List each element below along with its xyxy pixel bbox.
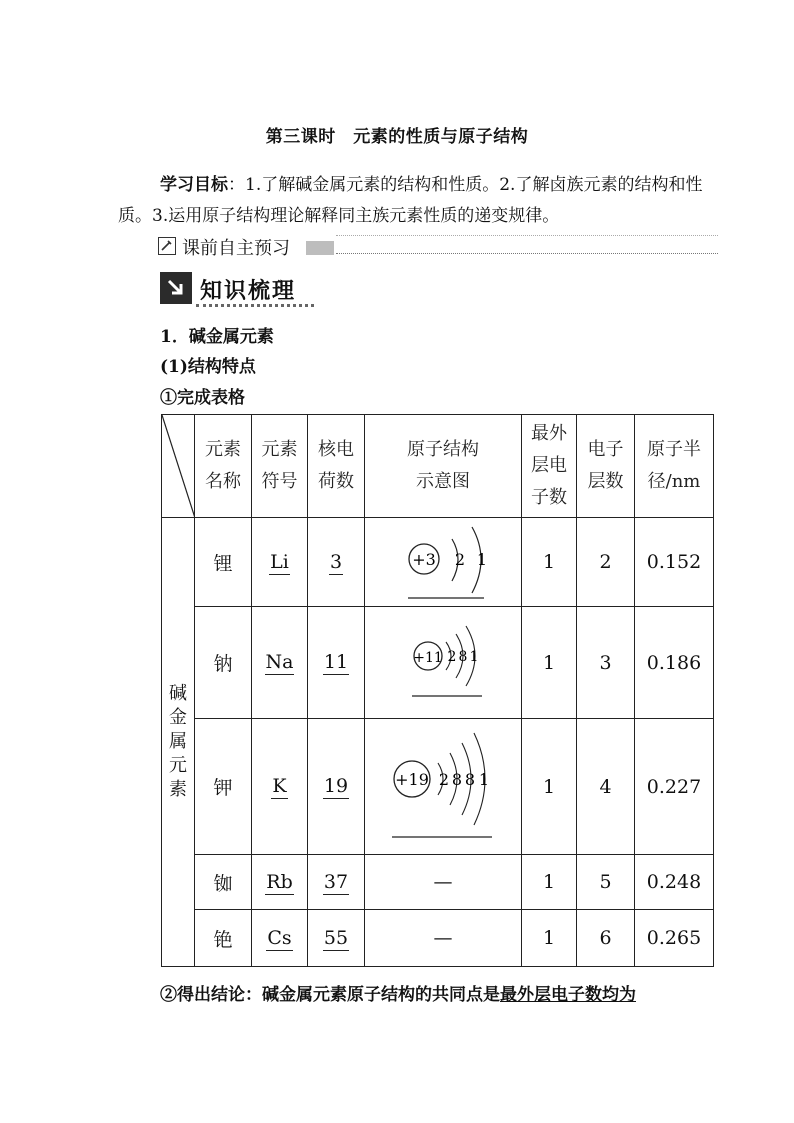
atomic-structure-diagram [368,610,518,710]
arrow-icon [160,272,192,304]
header-radius: 原子半 径/nm [635,415,714,518]
svg-text:+19: +19 [395,770,429,789]
element-symbol: K [252,719,308,855]
header-charge: 核电 荷数 [308,415,365,518]
header-symbol: 元素 符号 [252,415,308,518]
electron-shells: 3 [577,607,635,719]
preview-banner [158,233,718,261]
svg-text:2: 2 [438,770,450,789]
element-name: 铯 [195,910,252,967]
atomic-radius: 0.152 [635,518,714,607]
svg-text:1: 1 [469,649,479,665]
atomic-radius: 0.227 [635,719,714,855]
svg-text:8: 8 [458,649,468,665]
element-name: 钾 [195,719,252,855]
svg-text:8: 8 [464,770,476,789]
conclusion-answer: 最外层电子数均为 [500,985,636,1005]
banner-top-line [336,235,718,236]
svg-text:+3: +3 [412,549,436,569]
header-diagram: 原子结构 示意图 [365,415,522,518]
learning-objective [118,170,718,232]
knowledge-header-text: 知识梳理 [200,279,297,304]
alkali-metal-table [161,414,714,967]
electron-shells: 6 [577,910,635,967]
svg-text:1: 1 [476,549,488,569]
banner-decoration [306,241,334,255]
nuclear-charge: 3 [308,518,365,607]
table-row [162,910,714,967]
objective-label: 学习目标 [160,175,228,195]
diagonal-line [162,415,195,518]
knowledge-header [160,272,320,306]
atom-diagram: — [365,910,522,967]
electron-shells: 5 [577,855,635,910]
element-name: 锂 [195,518,252,607]
atom-diagram [365,607,522,719]
outer-electrons: 1 [522,518,577,607]
svg-text:2: 2 [454,549,466,569]
atom-diagram [365,518,522,607]
conclusion [160,980,636,1005]
group-label: 碱 金 属 元 素 [162,518,195,967]
header-shells: 电子 层数 [577,415,635,518]
outer-electrons: 1 [522,719,577,855]
page-title: 第三课时 元素的性质与原子结构 [265,127,529,147]
objective-text: ：1.了解碱金属元素的结构和性质。2.了解卤族元素的结构和性质。3.运用原子结构理论解释同主族元素性质的递变规律。 [118,175,703,226]
atom-diagram: — [365,855,522,910]
nuclear-charge: 19 [308,719,365,855]
electron-shells: 4 [577,719,635,855]
element-symbol: Rb [252,855,308,910]
electron-shells: 2 [577,518,635,607]
nuclear-charge: 11 [308,607,365,719]
outer-electrons: 1 [522,910,577,967]
task-heading: ①完成表格 [160,388,245,408]
conclusion-lead: ②得出结论：碱金属元素原子结构的共同点是 [160,985,500,1005]
element-symbol: Na [252,607,308,719]
section-heading: 1．碱金属元素 [160,327,274,347]
atomic-radius: 0.186 [635,607,714,719]
atom-diagram [365,719,522,855]
banner-dotted-line [336,253,718,254]
outer-electrons: 1 [522,607,577,719]
element-name: 铷 [195,855,252,910]
element-name: 钠 [195,607,252,719]
element-symbol: Li [252,518,308,607]
table-row [162,518,714,607]
diagonal-cell [162,415,195,518]
banner-text: 课前自主预习 [182,238,290,259]
atomic-radius: 0.248 [635,855,714,910]
table-row [162,607,714,719]
outer-electrons: 1 [522,855,577,910]
nuclear-charge: 55 [308,910,365,967]
svg-text:8: 8 [451,770,463,789]
svg-text:1: 1 [478,770,490,789]
table-row [162,719,714,855]
svg-text:+11: +11 [413,650,443,666]
table-header-row [162,415,714,518]
header-outer-electrons: 最外 层电 子数 [522,415,577,518]
svg-text:2: 2 [447,649,457,665]
element-symbol: Cs [252,910,308,967]
pencil-box-icon [158,237,176,255]
header-name: 元素 名称 [195,415,252,518]
atomic-structure-diagram [368,519,518,601]
table-row [162,855,714,910]
subsection-heading: (1)结构特点 [160,357,256,377]
atomic-radius: 0.265 [635,910,714,967]
atomic-structure-diagram [368,721,518,847]
nuclear-charge: 37 [308,855,365,910]
knowledge-header-underline [196,304,314,307]
